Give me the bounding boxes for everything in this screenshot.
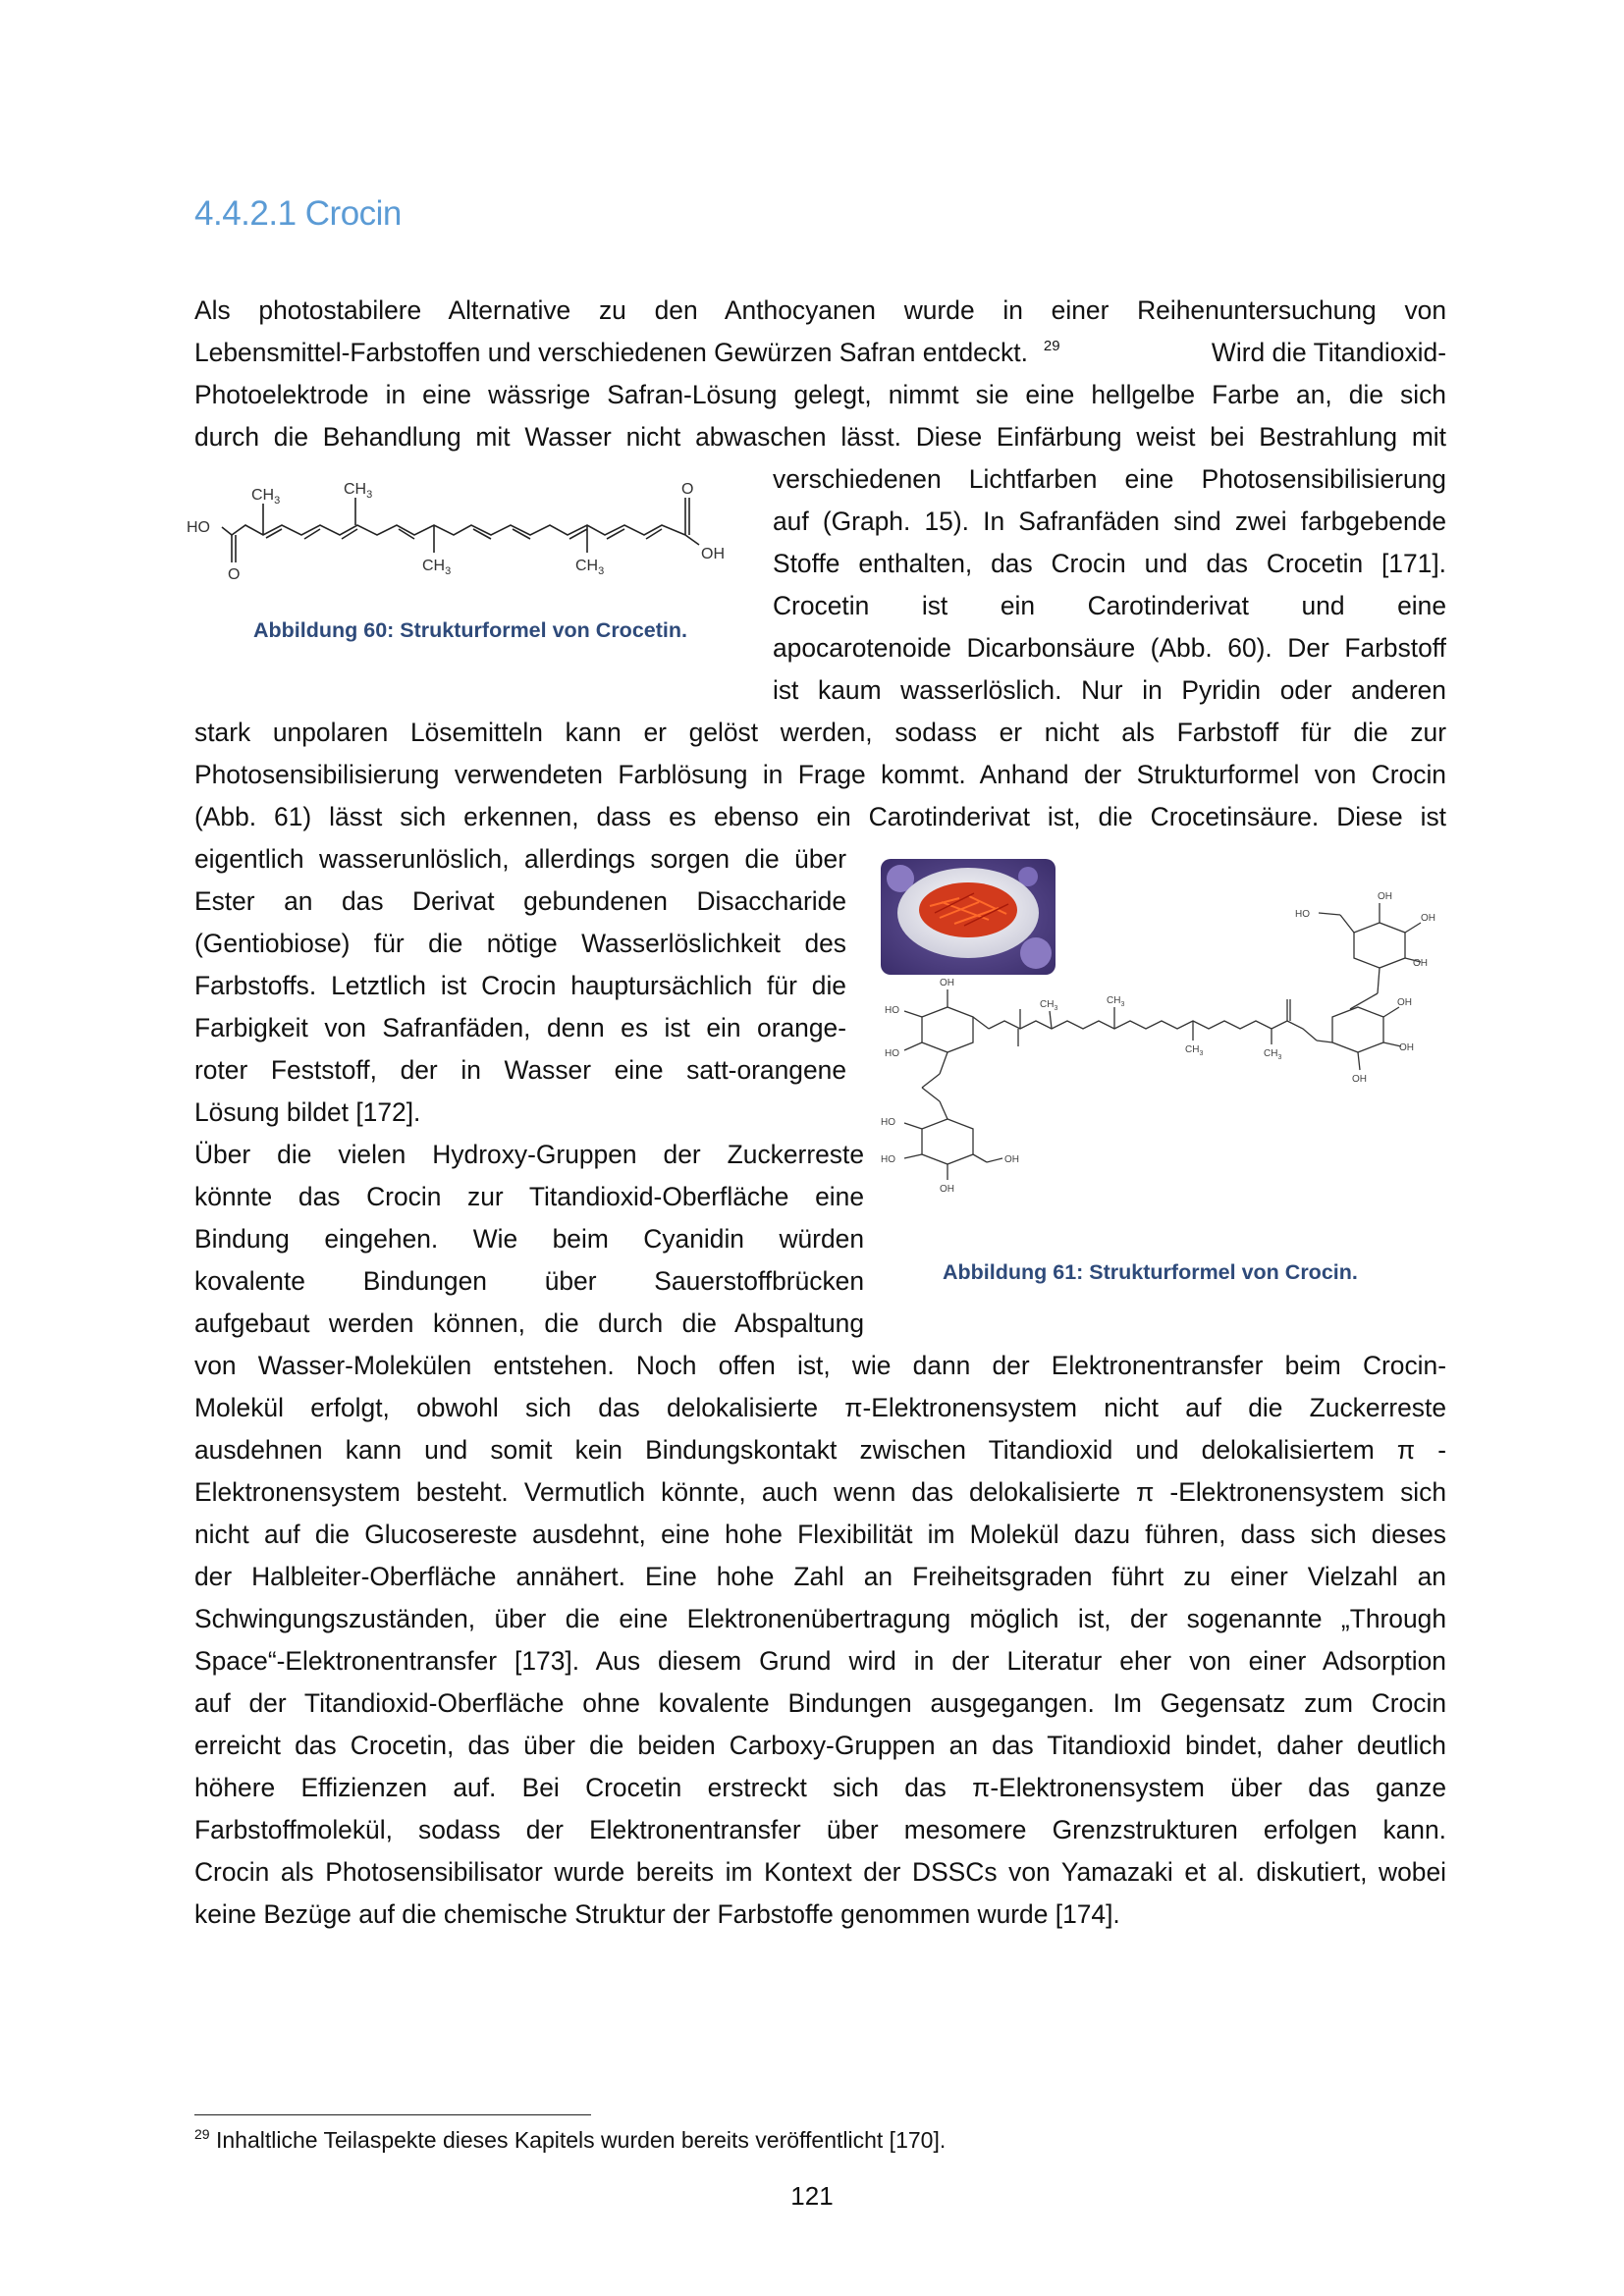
- crocetin-structure-figure: [187, 476, 756, 604]
- section-heading: 4.4.2.1 Crocin: [194, 194, 402, 233]
- hydroxyl-label: HO: [885, 1048, 899, 1059]
- body-line: nicht auf die Glucosereste ausdehnt, eine hohe Flexibilität im Molekül dazu führen, dass sich dieses: [194, 1520, 1446, 1549]
- page-number: 121: [790, 2181, 834, 2211]
- body-line: aufgebaut werden können, die durch die Abspaltung: [194, 1308, 864, 1338]
- body-line: Lösung bildet [172].: [194, 1097, 421, 1127]
- hydroxyl-label: OH: [940, 978, 954, 988]
- body-line: stark unpolaren Lösemitteln kann er gelöst werden, sodass er nicht als Farbstoff für die zur: [194, 718, 1446, 747]
- body-line: der Halbleiter-Oberfläche annähert. Eine hohe Zahl an Freiheitsgraden führt zu einer Vielzahl an: [194, 1562, 1446, 1591]
- body-line: Molekül erfolgt, obwohl sich das delokalisierte π-Elektronensystem nicht auf die Zuckerreste: [194, 1393, 1446, 1422]
- hydroxyl-label: HO: [187, 519, 210, 536]
- hydroxyl-label: OH: [1399, 1042, 1414, 1053]
- hydroxyl-label: HO: [881, 1117, 895, 1128]
- body-line: auf (Graph. 15). In Safranfäden sind zwei farbgebende: [773, 507, 1446, 536]
- body-line-part: Wird die Titandioxid-: [1211, 338, 1446, 367]
- body-line: auf der Titandioxid-Oberfläche ohne kovalente Bindungen ausgegangen. Im Gegensatz zum Crocin: [194, 1688, 1446, 1718]
- hydroxyl-label: OH: [1378, 891, 1392, 902]
- footnote-text: Inhaltliche Teilaspekte dieses Kapitels wurden bereits veröffentlicht [170].: [215, 2127, 947, 2153]
- methyl-label: $CH_3$: [1107, 995, 1125, 1008]
- body-line: Photoelektrode in eine wässrige Safran-Lösung gelegt, nimmt sie eine hellgelbe Farbe an, die sich: [194, 380, 1446, 409]
- hydroxyl-label: HO: [881, 1154, 895, 1165]
- methyl-label: $CH_3$: [1264, 1048, 1282, 1061]
- body-line: apocarotenoide Dicarbonsäure (Abb. 60). Der Farbstoff: [773, 633, 1446, 663]
- body-line: Über die vielen Hydroxy-Gruppen der Zuckerreste: [194, 1140, 864, 1169]
- body-line: ausdehnen kann und somit kein Bindungskontakt zwischen Titandioxid und delokalisiertem π -: [194, 1435, 1446, 1465]
- body-line: Ester an das Derivat gebundenen Disaccharide: [194, 886, 846, 916]
- body-line: keine Bezüge auf die chemische Struktur der Farbstoffe genommen wurde [174].: [194, 1899, 1120, 1929]
- footnote-separator: [194, 2114, 591, 2115]
- hydroxyl-label: OH: [1413, 958, 1428, 969]
- body-line: könnte das Crocin zur Titandioxid-Oberfläche eine: [194, 1182, 864, 1211]
- hydroxyl-label: OH: [940, 1184, 954, 1195]
- body-line: Farbigkeit von Safranfäden, denn es ist ein orange-: [194, 1013, 846, 1042]
- methyl-label: $CH_3$: [344, 481, 373, 501]
- body-line: von Wasser-Molekülen entstehen. Noch offen ist, wie dann der Elektronentransfer beim Crocin-: [194, 1351, 1446, 1380]
- hydroxyl-label: OH: [701, 546, 725, 562]
- body-line: Farbstoffmolekül, sodass der Elektronentransfer über mesomere Grenzstrukturen erfolgen kann.: [194, 1815, 1446, 1844]
- body-line: [194, 332, 1446, 374]
- body-line: höhere Effizienzen auf. Bei Crocetin erstreckt sich das π-Elektronensystem über das ganze: [194, 1773, 1446, 1802]
- body-line: Crocin als Photosensibilisator wurde bereits im Kontext der DSSCs von Yamazaki et al. diskutiert, wobei: [194, 1857, 1446, 1887]
- oxygen-label: O: [681, 481, 694, 498]
- body-line: durch die Behandlung mit Wasser nicht abwaschen lässt. Diese Einfärbung weist bei Bestrahlung mit: [194, 422, 1446, 452]
- hydroxyl-label: OH: [1397, 997, 1412, 1008]
- figure-61-caption: Abbildung 61: Strukturformel von Crocin.: [943, 1260, 1358, 1284]
- body-line: Crocetin ist ein Carotinderivat und eine: [773, 591, 1446, 620]
- body-line: roter Feststoff, der in Wasser eine satt-orangene: [194, 1055, 846, 1085]
- body-line: Stoffe enthalten, das Crocin und das Crocetin [171].: [773, 549, 1446, 578]
- body-line: (Gentiobiose) für die nötige Wasserlöslichkeit des: [194, 929, 846, 958]
- hydroxyl-label: OH: [1004, 1154, 1019, 1165]
- body-line: Elektronensystem besteht. Vermutlich könnte, auch wenn das delokalisierte π -Elektronensystem sich: [194, 1477, 1446, 1507]
- methyl-label: $CH_3$: [575, 558, 605, 577]
- body-line: Bindung eingehen. Wie beim Cyanidin würden: [194, 1224, 864, 1254]
- body-line: Photosensibilisierung verwendeten Farblösung in Frage kommt. Anhand der Strukturformel von Crocin: [194, 760, 1446, 789]
- footnote-ref: 29: [1043, 338, 1060, 354]
- hydroxyl-label: OH: [1421, 913, 1435, 924]
- body-line-part: Lebensmittel-Farbstoffen und verschiedenen Gewürzen Safran entdeckt.: [194, 338, 1028, 367]
- methyl-label: $CH_3$: [1185, 1044, 1204, 1057]
- body-line: kovalente Bindungen über Sauerstoffbrücken: [194, 1266, 864, 1296]
- methyl-label: $CH_3$: [1040, 999, 1058, 1012]
- methyl-label: $CH_3$: [251, 487, 281, 507]
- footnote-number: 29: [194, 2126, 210, 2142]
- hydroxyl-label: HO: [1295, 909, 1310, 920]
- methyl-label: $CH_3$: [422, 558, 452, 577]
- crocin-structure-figure: [879, 864, 1435, 1217]
- hydroxyl-label: OH: [1352, 1074, 1367, 1085]
- body-line: ist kaum wasserlöslich. Nur in Pyridin oder anderen: [773, 675, 1446, 705]
- footnote: [194, 2127, 946, 2154]
- body-line: Als photostabilere Alternative zu den Anthocyanen wurde in einer Reihenuntersuchung von: [194, 295, 1446, 325]
- body-line: Farbstoffs. Letztlich ist Crocin hauptursächlich für die: [194, 971, 846, 1000]
- body-line: (Abb. 61) lässt sich erkennen, dass es ebenso ein Carotinderivat ist, die Crocetinsäure. Diese ist: [194, 802, 1446, 831]
- body-line: verschiedenen Lichtfarben eine Photosensibilisierung: [773, 464, 1446, 494]
- hydroxyl-label: HO: [885, 1005, 899, 1016]
- oxygen-label: O: [228, 566, 241, 583]
- body-line: Schwingungszuständen, über die eine Elektronenübertragung möglich ist, der sogenannte „Through: [194, 1604, 1446, 1633]
- figure-60-caption: Abbildung 60: Strukturformel von Crocetin.: [253, 618, 687, 642]
- body-line: erreicht das Crocetin, das über die beiden Carboxy-Gruppen an das Titandioxid bindet, daher deutlich: [194, 1731, 1446, 1760]
- body-line: Space“-Elektronentransfer [173]. Aus diesem Grund wird in der Literatur eher von einer Adsorption: [194, 1646, 1446, 1676]
- body-line: eigentlich wasserunlöslich, allerdings sorgen die über: [194, 844, 846, 874]
